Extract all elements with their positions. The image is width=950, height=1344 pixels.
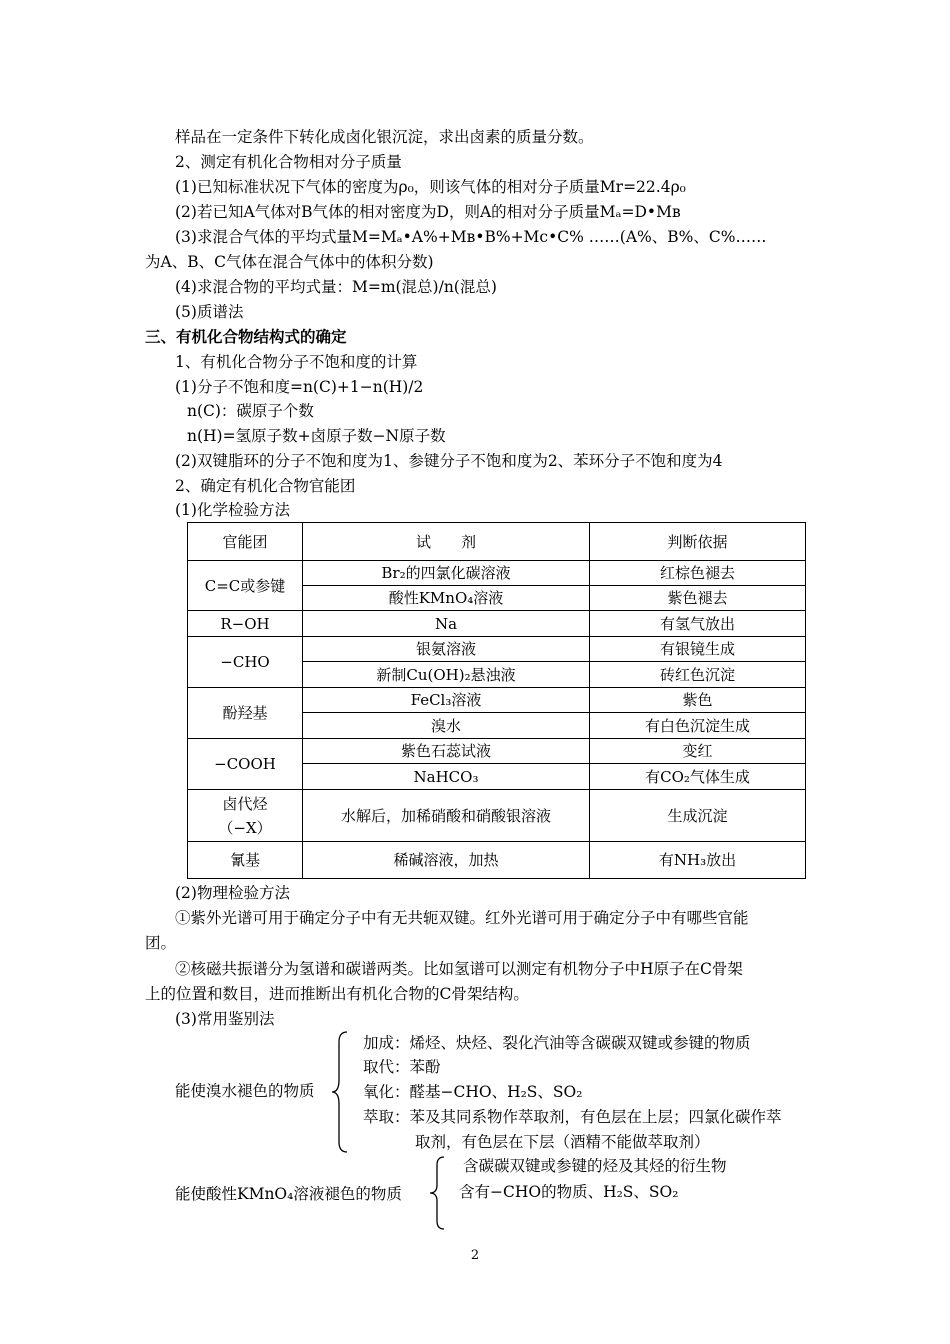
table-cell: 卤代烃（−X） (188, 790, 303, 842)
table-cell: 有银镜生成 (590, 637, 806, 662)
table-cell: 变红 (590, 739, 806, 764)
brace-item: 加成：烯烃、炔烃、裂化汽油等含碳碳双键或参键的物质 (363, 1034, 751, 1052)
table-cell: R−OH (188, 611, 303, 637)
table-cell: Br₂的四氯化碳溶液 (303, 561, 590, 586)
section-heading: 2、测定有机化合物相对分子质量 (175, 153, 402, 171)
text-line: (3)常用鉴别法 (175, 1010, 275, 1028)
table-cell: 砖红色沉淀 (590, 662, 806, 688)
text-line: (2)双键脂环的分子不饱和度为1、参键分子不饱和度为2、苯环分子不饱和度为4 (175, 452, 723, 470)
brace-item: 取剂，有色层在下层（酒精不能做萃取剂） (415, 1133, 710, 1151)
table-cell: NaHCO₃ (303, 764, 590, 790)
table-cell: 紫色 (590, 688, 806, 713)
brace-item: 取代：苯酚 (363, 1058, 441, 1076)
text-line: (1)分子不饱和度=n(C)+1−n(H)/2 (175, 378, 424, 396)
table-cell: 有CO₂气体生成 (590, 764, 806, 790)
table-cell: 溴水 (303, 713, 590, 739)
page-number: 2 (470, 1248, 480, 1263)
table-cell: FeCl₃溶液 (303, 688, 590, 713)
table-cell: 有氢气放出 (590, 611, 806, 637)
text-line: (2)物理检验方法 (175, 884, 290, 902)
table-cell: −COOH (188, 739, 303, 790)
brace-item: 萃取：苯及其同系物作萃取剂，有色层在上层；四氯化碳作萃 (363, 1108, 782, 1126)
text-line: 样品在一定条件下转化成卤化银沉淀，求出卤素的质量分数。 (175, 128, 594, 146)
table-header: 试 剂 (303, 523, 590, 561)
table-cell: 新制Cu(OH)₂悬浊液 (303, 662, 590, 688)
table-cell: 有NH₃放出 (590, 842, 806, 879)
curly-brace-icon (332, 1030, 354, 1154)
text-line: (3)求混合气体的平均式量M=Mₐ•A%+Mʙ•B%+Mc•C% ……(A%、B%、C%…… (175, 228, 767, 246)
text-line: 为A、B、C气体在混合气体中的体积分数) (145, 253, 434, 271)
table-cell: 银氨溶液 (303, 637, 590, 662)
text-line: (5)质谱法 (175, 303, 244, 321)
table-header: 官能团 (188, 523, 303, 561)
text-line: ②核磁共振谱分为氢谱和碳谱两类。比如氢谱可以测定有机物分子中H原子在C骨架 (175, 960, 743, 978)
text-line: (4)求混合物的平均式量：M=m(混总)/n(混总) (175, 278, 497, 296)
text-line: (1)已知标准状况下气体的密度为ρ₀，则该气体的相对分子质量Mr=22.4ρ₀ (175, 178, 686, 196)
table-cell: 稀碱溶液，加热 (303, 842, 590, 879)
text-line: (1)化学检验方法 (175, 501, 290, 519)
table-cell: 酚羟基 (188, 688, 303, 739)
text-line: ①紫外光谱可用于确定分子中有无共轭双键。红外光谱可用于确定分子中有哪些官能 (175, 909, 749, 927)
chapter-heading: 三、有机化合物结构式的确定 (145, 327, 347, 346)
text-line: n(C)：碳原子个数 (187, 402, 314, 420)
table-cell: 生成沉淀 (590, 790, 806, 842)
section-heading: 2、确定有机化合物官能团 (175, 477, 356, 495)
functional-group-table (187, 522, 806, 879)
brace-item: 含有−CHO的物质、H₂S、SO₂ (459, 1183, 679, 1201)
table-cell: 水解后，加稀硝酸和硝酸银溶液 (303, 790, 590, 842)
table-cell: C=C或参键 (188, 561, 303, 611)
table-cell: 紫色石蕊试液 (303, 739, 590, 764)
table-cell: −CHO (188, 637, 303, 688)
table-cell: 有白色沉淀生成 (590, 713, 806, 739)
table-cell: 酸性KMnO₄溶液 (303, 586, 590, 611)
table-cell: Na (303, 611, 590, 637)
section-heading: 1、有机化合物分子不饱和度的计算 (175, 353, 418, 371)
brace-label: 能使溴水褪色的物质 (175, 1082, 315, 1100)
curly-brace-icon (430, 1155, 450, 1231)
brace-label: 能使酸性KMnO₄溶液褪色的物质 (175, 1185, 402, 1203)
table-cell: 红棕色褪去 (590, 561, 806, 586)
table-cell: 紫色褪去 (590, 586, 806, 611)
text-line: n(H)=氢原子数+卤原子数−N原子数 (187, 427, 446, 445)
brace-item: 含碳碳双键或参键的烃及其烃的衍生物 (463, 1157, 727, 1175)
text-line: 团。 (145, 934, 177, 952)
table-header: 判断依据 (590, 523, 806, 561)
text-line: (2)若已知A气体对B气体的相对密度为D，则A的相对分子质量Mₐ=D•Mʙ (175, 203, 681, 221)
brace-item: 氧化：醛基−CHO、H₂S、SO₂ (363, 1083, 583, 1101)
text-line: 上的位置和数目，进而推断出有机化合物的C骨架结构。 (145, 985, 529, 1003)
table-cell: 氰基 (188, 842, 303, 879)
